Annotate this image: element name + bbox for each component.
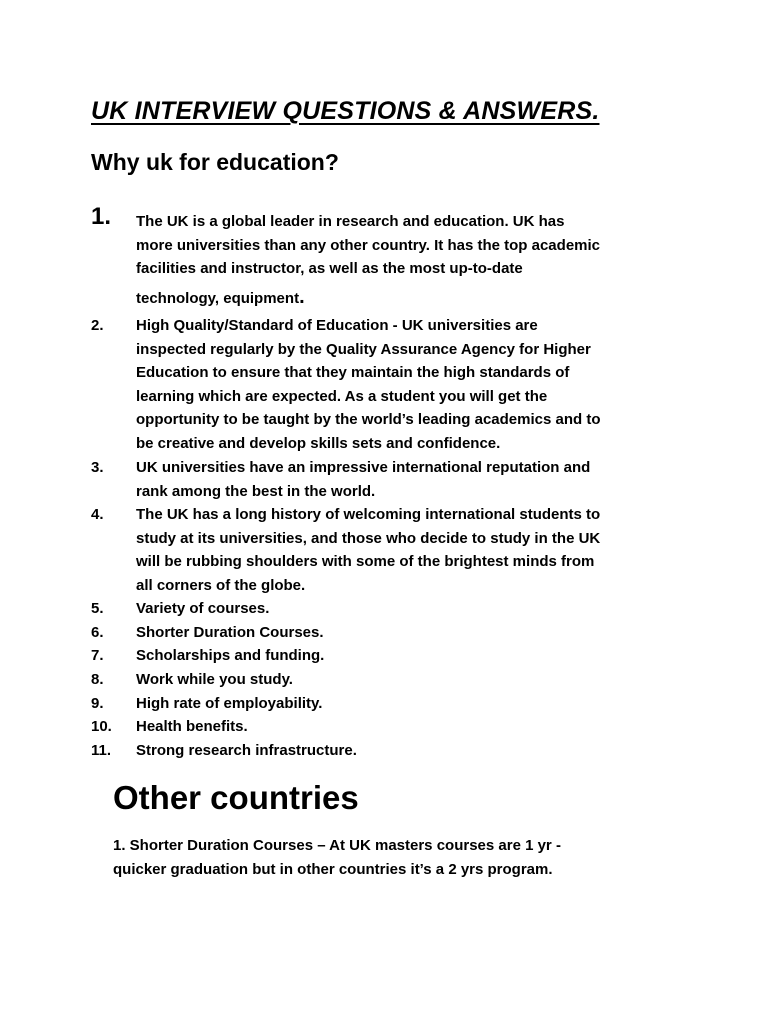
list-item-number: 4. xyxy=(91,506,104,523)
list-item-text: Scholarships and funding. xyxy=(136,647,325,664)
other-countries-item: 1. Shorter Duration Courses – At UK masters courses are 1 yr - quicker graduation but in other countries it’s a 2 yrs program. xyxy=(113,837,561,878)
list-item-text: Shorter Duration Courses. xyxy=(136,624,324,641)
question-heading: Why uk for education? xyxy=(91,149,339,175)
list-item-text: The UK has a long history of welcoming international students to study at its universities, and those who decide to study in the UK will be rubbing shoulders with some of the brightest minds from all corners of the globe. xyxy=(136,506,601,594)
other-countries-heading: Other countries xyxy=(113,779,359,816)
list-item-number: 6. xyxy=(91,624,104,641)
list-item-number: 9. xyxy=(91,695,104,712)
list-item-number: 8. xyxy=(91,671,104,688)
document-title: UK INTERVIEW QUESTIONS & ANSWERS. xyxy=(91,97,600,125)
list-item-number: 2. xyxy=(91,317,104,334)
list-item-number: 1. xyxy=(91,203,112,230)
list-item-text-tail: technology, equipment xyxy=(136,290,300,307)
list-item-text: The UK is a global leader in research and education. UK has more universities than any other country. It has the top academic facilities and instructor, as well as the most up-to-date xyxy=(136,213,601,278)
list-item-number: 7. xyxy=(91,647,104,664)
list-item-number: 11. xyxy=(91,742,112,759)
list-item-text: Variety of courses. xyxy=(136,600,270,617)
list-item-text: Health benefits. xyxy=(136,718,248,735)
list-item-period: . xyxy=(299,286,305,308)
list-item-text: High Quality/Standard of Education - UK universities are inspected regularly by the Quality Assurance Agency for Higher Education to ensure that they maintain the high standards of learning which are expected. As a student you will get the opportunity to be taught by the world’s leading academics and to be creative and develop skills sets and confidence. xyxy=(136,317,601,452)
list-item-text: Strong research infrastructure. xyxy=(136,742,357,759)
list-item-text: Work while you study. xyxy=(136,671,293,688)
list-item-number: 5. xyxy=(91,600,104,617)
list-item-number: 3. xyxy=(91,459,104,476)
list-item-number: 10. xyxy=(91,718,112,735)
list-item-text: UK universities have an impressive international reputation and rank among the best in the world. xyxy=(136,459,591,500)
list-item-text-continued xyxy=(136,285,305,311)
list-item-text: High rate of employability. xyxy=(136,695,323,712)
